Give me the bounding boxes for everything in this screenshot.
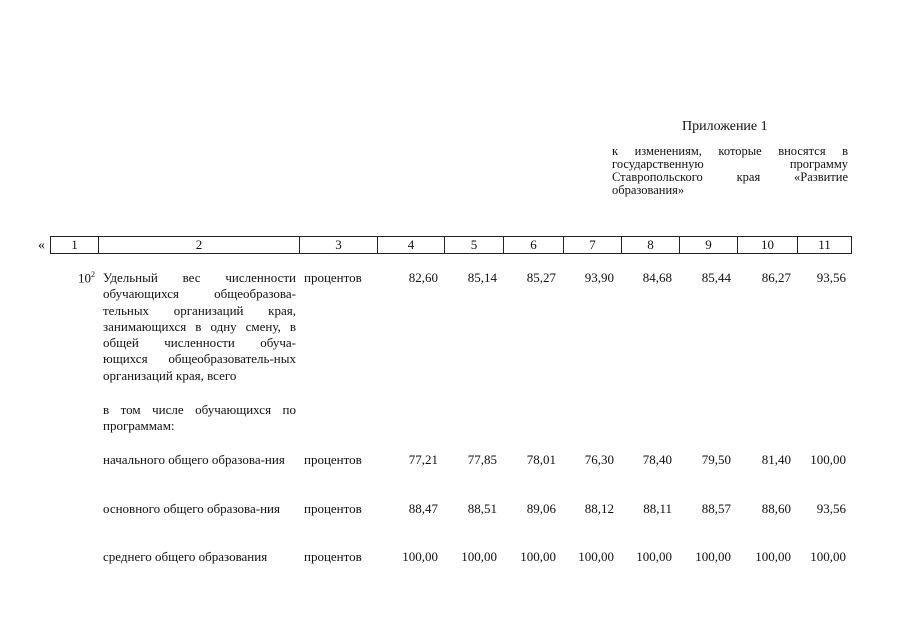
value-cell: 100,00 (810, 549, 846, 564)
value-cell: 84,68 (642, 270, 672, 285)
header-cell: 11 (818, 237, 831, 252)
value-cell: 93,56 (816, 501, 846, 516)
row-number-main: 10 (78, 270, 91, 286)
value-cell: 88,51 (467, 501, 497, 516)
value-cell: 100,00 (461, 549, 497, 564)
indicator-description: начального общего образова-ния (103, 452, 285, 467)
value-cell: 76,30 (584, 452, 614, 467)
value-cell: 93,56 (816, 270, 846, 285)
unit-cell: процентов (304, 501, 362, 516)
value-cell: 77,21 (408, 452, 438, 467)
table-header-row (50, 236, 852, 254)
value-cell: 85,14 (467, 270, 497, 285)
opening-quote: « (38, 238, 45, 253)
unit-cell: процентов (304, 270, 362, 285)
row-number (55, 270, 95, 286)
value-cell: 100,00 (402, 549, 438, 564)
value-cell: 88,11 (643, 501, 672, 516)
header-cell: 8 (622, 237, 680, 253)
unit-cell: процентов (304, 549, 362, 564)
value-cell: 85,27 (526, 270, 556, 285)
value-cell: 82,60 (408, 270, 438, 285)
indicator-description: среднего общего образования (103, 549, 268, 564)
value-cell: 88,47 (408, 501, 438, 516)
value-cell: 79,50 (701, 452, 731, 467)
appendix-description: к изменениям, которые вносятся в государственную программу Ставропольского края «Развитие образования» (612, 144, 848, 197)
value-cell: 100,00 (520, 549, 556, 564)
header-cell: 4 (378, 237, 445, 253)
header-cell: 3 (300, 237, 378, 253)
header-cell: 10 (738, 237, 798, 253)
header-cell: 1 (51, 237, 99, 253)
value-cell: 88,57 (701, 501, 731, 516)
value-cell: 78,40 (642, 452, 672, 467)
value-cell: 100,00 (755, 549, 791, 564)
value-cell: 100,00 (636, 549, 672, 564)
indicator-description: Удельный вес численности обучающихся общеобразова-тельных организаций края, занимающихся в одну смену, в общей численности обуча-ющихся общеобразователь-ных организаций края, всего (103, 270, 296, 383)
value-cell: 93,90 (584, 270, 614, 285)
header-cell: 6 (504, 237, 564, 253)
header-cell: 2 (99, 237, 300, 253)
header-cell: 7 (564, 237, 622, 253)
value-cell: 88,12 (584, 501, 614, 516)
value-cell: 100,00 (695, 549, 731, 564)
unit-cell: процентов (304, 452, 362, 467)
value-cell: 100,00 (578, 549, 614, 564)
value-cell: 100,00 (810, 452, 846, 467)
row-number-sup: 2 (91, 270, 95, 279)
header-cell: 9 (680, 237, 738, 253)
value-cell: 86,27 (761, 270, 791, 285)
subgroup-heading: в том числе обучающихся по программам: (103, 402, 296, 434)
appendix-title: Приложение 1 (682, 119, 768, 134)
value-cell: 77,85 (467, 452, 497, 467)
indicator-description: основного общего образова-ния (103, 501, 280, 516)
value-cell: 88,60 (761, 501, 791, 516)
value-cell: 85,44 (701, 270, 731, 285)
header-cell: 5 (445, 237, 504, 253)
value-cell: 78,01 (526, 452, 556, 467)
value-cell: 89,06 (526, 501, 556, 516)
value-cell: 81,40 (761, 452, 791, 467)
